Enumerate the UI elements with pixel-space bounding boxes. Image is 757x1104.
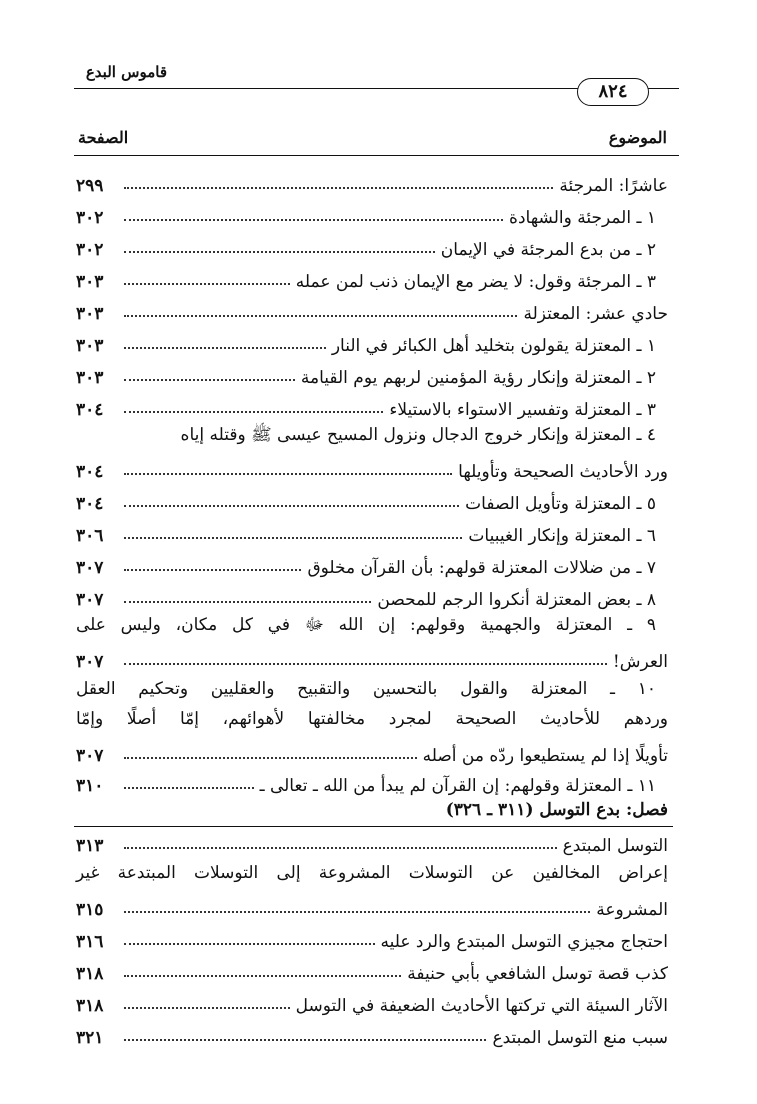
toc-entry <box>76 954 668 984</box>
toc-entry-text: ٨ ـ بعض المعتزلة أنكروا الرجم للمحصن <box>377 590 656 610</box>
toc-page-number: ٣٠٣ <box>76 272 104 292</box>
toc-page-number: ٣٠٧ <box>76 652 104 672</box>
toc-entry-text: ٥ ـ المعتزلة وتأويل الصفات <box>465 494 656 514</box>
toc-entry-text: تأويلًا إذا لم يستطيعوا ردّه من أصله <box>422 746 668 766</box>
toc-entry <box>76 262 668 292</box>
toc-entry-text: ٧ ـ من ضلالات المعتزلة قولهم: بأن القرآن مخلوق <box>307 558 656 578</box>
toc-entry <box>76 198 668 228</box>
toc-entry <box>76 516 668 546</box>
dot-leader <box>124 1007 290 1009</box>
toc-entry-text: ٦ ـ المعتزلة وإنكار الغيبيات <box>468 526 656 546</box>
toc-page-number: ٣٠٣ <box>76 304 104 324</box>
toc-page-number: ٣٠٣ <box>76 336 104 356</box>
toc-entry-text: ١ ـ المعتزلة يقولون بتخليد أهل الكبائر في النار <box>331 336 656 356</box>
toc-entry-continued-line: ٩ ـ المعتزلة والجهمية وقولهم: إن الله ﷻ في كل مكان، وليس على <box>76 615 656 635</box>
toc-page-number: ٣٠٢ <box>76 208 104 228</box>
toc-entry-text: عاشرًا: المرجئة <box>559 176 668 196</box>
topic-column-heading: الموضوع <box>608 128 667 147</box>
dot-leader <box>124 537 462 539</box>
dot-leader <box>124 663 607 665</box>
toc-entry-continued-line: إعراض المخالفين عن التوسلات المشروعة إلى التوسلات المبتدعة غير <box>76 863 668 883</box>
toc-entry-continued-line: وردهم للأحاديث الصحيحة لمجرد مخالفتها لأهوائهم، إمّا أصلًا وإمّا <box>76 709 668 729</box>
toc-entry <box>76 580 668 610</box>
toc-entry-text: العرش! <box>612 652 668 672</box>
toc-entry <box>76 736 668 766</box>
dot-leader <box>124 473 452 475</box>
dot-leader <box>124 379 295 381</box>
dot-leader <box>124 847 557 849</box>
toc-entry <box>76 326 668 356</box>
dot-leader <box>124 347 326 349</box>
toc-entry-continued-line: ٤ ـ المعتزلة وإنكار خروج الدجال ونزول المسيح عيسى ﷺ وقتله إياه <box>180 425 656 445</box>
toc-page-number: ٣١٠ <box>76 776 104 796</box>
dot-leader <box>124 315 517 317</box>
toc-entry <box>76 986 668 1016</box>
toc-page-number: ٣٠٤ <box>76 400 104 420</box>
dot-leader <box>124 911 590 913</box>
toc-entry <box>76 642 668 672</box>
toc-page-number: ٣٠٤ <box>76 494 104 514</box>
dot-leader <box>124 975 401 977</box>
toc-entry <box>76 230 668 260</box>
dot-leader <box>124 505 459 507</box>
toc-entry-text: حادي عشر: المعتزلة <box>523 304 668 324</box>
section-heading: فصل: بدع التوسل (٣١١ ـ ٣٢٦) <box>445 800 668 820</box>
toc-entry <box>76 452 668 482</box>
toc-page-number: ٢٩٩ <box>76 176 104 196</box>
dot-leader <box>124 787 254 789</box>
toc-page-number: ٣٠٧ <box>76 746 104 766</box>
toc-page-number: ٣١٥ <box>76 900 104 920</box>
running-title: قاموس البدع <box>85 63 167 81</box>
toc-entry-text: ١١ ـ المعتزلة وقولهم: إن القرآن لم يبدأ من الله ـ تعالى ـ <box>259 776 656 796</box>
toc-entry <box>76 766 668 796</box>
dot-leader <box>124 1039 486 1041</box>
toc-entry <box>76 166 668 196</box>
toc-entry <box>76 890 668 920</box>
toc-page-number: ٣٠٤ <box>76 462 104 482</box>
dot-leader <box>124 283 290 285</box>
toc-entry-text: ١ ـ المرجئة والشهادة <box>509 208 656 228</box>
toc-page-number: ٣١٨ <box>76 964 104 984</box>
toc-entry-text: التوسل المبتدع <box>562 836 668 856</box>
dot-leader <box>124 219 503 221</box>
dot-leader <box>124 187 553 189</box>
toc-page-number: ٣٠٧ <box>76 558 104 578</box>
toc-page-number: ٣٠٧ <box>76 590 104 610</box>
toc-entry <box>76 358 668 388</box>
toc-entry-text: ٣ ـ المرجئة وقول: لا يضر مع الإيمان ذنب لمن عمله <box>295 272 656 292</box>
toc-entry <box>76 548 668 578</box>
toc-entry-text: الآثار السيئة التي تركتها الأحاديث الضعيفة في التوسل <box>295 996 668 1016</box>
toc-page-number: ٣٠٣ <box>76 368 104 388</box>
toc-entry-text: سبب منع التوسل المبتدع <box>492 1028 668 1048</box>
toc-entry-text: كذب قصة توسل الشافعي بأبي حنيفة <box>407 964 668 984</box>
toc-entry <box>76 390 668 420</box>
toc-page-number: ٣١٨ <box>76 996 104 1016</box>
toc-page-number: ٣١٣ <box>76 836 104 856</box>
dot-leader <box>124 411 383 413</box>
page-number-badge: ٨٢٤ <box>577 78 649 106</box>
toc-entry-text: ورد الأحاديث الصحيحة وتأويلها <box>458 462 668 482</box>
toc-page-number: ٣٠٦ <box>76 526 104 546</box>
dot-leader <box>124 757 417 759</box>
toc-entry-continued-line: ١٠ ـ المعتزلة والقول بالتحسين والتقبيح والعقليين وتحكيم العقل <box>76 679 656 699</box>
toc-entry <box>76 484 668 514</box>
toc-page-number: ٣٢١ <box>76 1028 104 1048</box>
toc-entry-text: المشروعة <box>596 900 668 920</box>
toc-entry-text: احتجاج مجيزي التوسل المبتدع والرد عليه <box>380 932 668 952</box>
toc-page-number: ٣٠٢ <box>76 240 104 260</box>
toc-page-number: ٣١٦ <box>76 932 104 952</box>
toc-entry <box>76 826 668 856</box>
toc-entry <box>76 1018 668 1048</box>
page-column-heading: الصفحة <box>78 128 129 147</box>
dot-leader <box>124 943 375 945</box>
dot-leader <box>124 601 371 603</box>
toc-entry <box>76 922 668 952</box>
dot-leader <box>124 569 301 571</box>
toc-entry-text: ٢ ـ المعتزلة وإنكار رؤية المؤمنين لربهم يوم القيامة <box>300 368 656 388</box>
toc-entry-text: ٢ ـ من بدع المرجئة في الإيمان <box>440 240 656 260</box>
dot-leader <box>124 251 435 253</box>
toc-entry-text: ٣ ـ المعتزلة وتفسير الاستواء بالاستيلاء <box>389 400 656 420</box>
toc-entry <box>76 294 668 324</box>
